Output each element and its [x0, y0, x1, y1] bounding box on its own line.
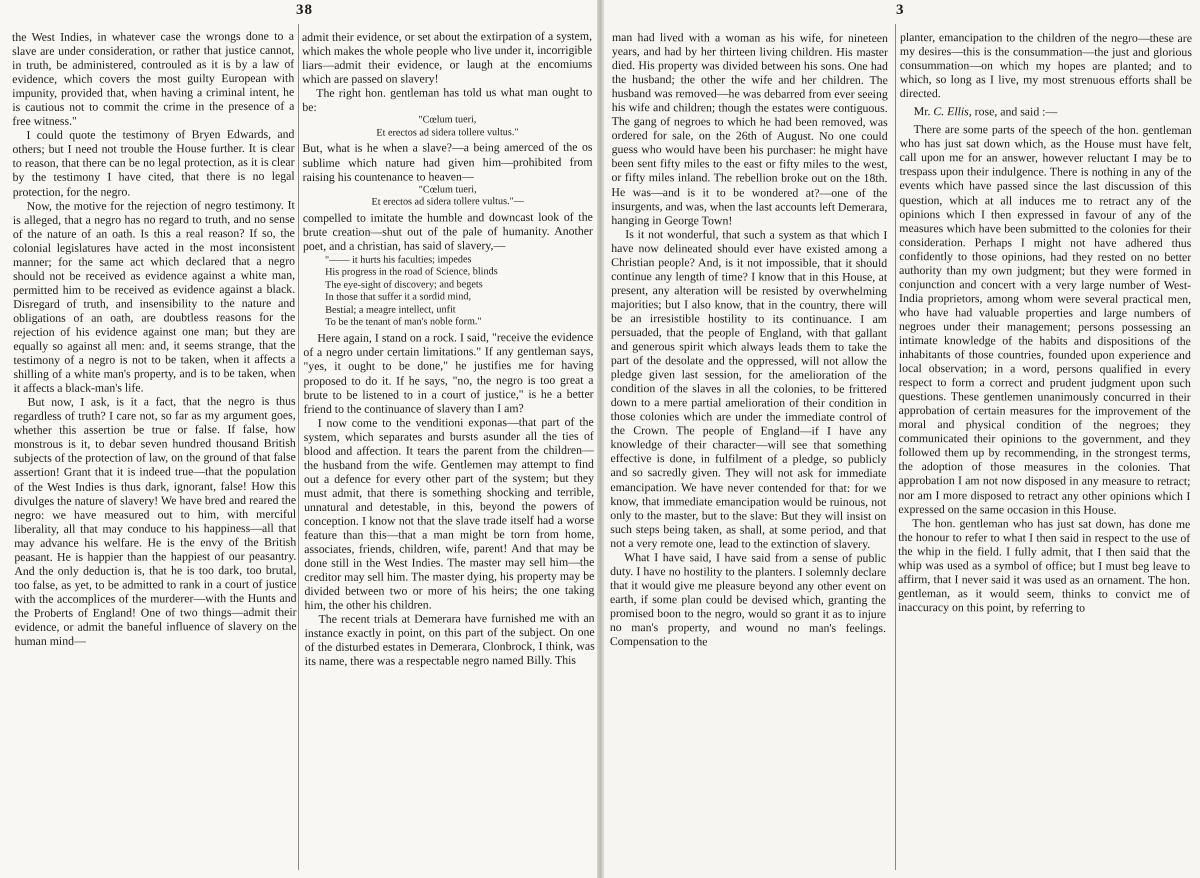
page-number-left: 38: [296, 2, 313, 18]
verse-quote: [303, 254, 593, 330]
quote-line: Et erectos ad sidera tollere vultus."—: [371, 196, 524, 208]
quote-line: "Cœlum tueri,: [418, 183, 477, 196]
latin-quote: [303, 183, 593, 209]
quote-line: Et erectos ad sidera tollere vultus.": [376, 126, 519, 139]
paragraph: The recent trials at Demerara have furnished me with an instance exactly in point, on this part of the subject. On one of the disturbed estates in Demerara, Clonbrock, I think, was its name, there was a respectable negro named Billy. This: [304, 611, 595, 669]
latin-quote: [302, 114, 592, 140]
speaker-name: C. Ellis,: [933, 104, 972, 119]
quote-line: "Cœlum tueri,: [418, 114, 477, 126]
paragraph: I could quote the testimony of Bryen Edwards, and others; but I need not trouble the House further. It is clear to reason, that there can be no legal protection, as it is clear by the testimony I have cited, that there is no legal protection, for the negro.: [12, 127, 295, 199]
paragraph: But, what is he when a slave?—a being amerced of the os sublime which nature had given him—prohibited from raising his countenance to heaven—: [302, 140, 593, 184]
verse-line: To be the tenant of man's noble form.": [325, 316, 482, 328]
paragraph: Here again, I stand on a rock. I said, "receive the evidence of a negro under certain limitations." If any gentleman says, "yes, it ought to be done," he justifies me for having proposed to do it. If he says, "no, the negro is too great a brute to be listened to in a court of justice," is he a better friend to the continuance of slavery than I am?: [303, 330, 594, 416]
left-page: [0, 0, 598, 878]
column-2: [302, 29, 596, 874]
paragraph: The hon. gentleman who has just sat down, has done me the honour to refer to what I then said in respect to the use of the whip in the field. I fully admit, that I then said that the whip was used as a symbol of office; but I must beg leave to affirm, that I never said it was used as an ornament. The hon. gentleman, as it would seem, thinks to convict me of inaccuracy on this point, by referring to: [897, 515, 1191, 615]
verse-line: His progress in the road of Science, blinds: [325, 266, 498, 279]
paragraph: But now, I ask, is it a fact, that the negro is thus regardless of truth? I care not, so far as my argument goes, whether this assertion be true or false. If false, how monstrous is it, to debar seven hundred thousand British subjects of the protection of law, on the ground of that false assertion! Grant that it is indeed true—that the population of the West Indies is thus dark, ignorant, false! How this divulges the nature of slavery! We have bred and reared the negro: we have measured out to him, with merciful liberality, all that may conduce to his happiness—all that may advance his welfare. He is the envy of the British peasant. He is happier than the happiest of our peasantry. And the only deduction is, that he is too dark, too brutal, too false, as yet, to be admitted to rank in a court of justice with the accomplices of the murderer—with the Hunts and the Proberts of England! One of two things—admit their evidence, or admit the baneful influence of slavery on the human mind—: [13, 393, 297, 649]
paragraph: There are some parts of the speech of the hon. gentleman who has just sat down which, as the House must have felt, call upon me for an answer, however reluctant I may be to trespass upon their indulgence. There is nothing in any of the events which have passed since the last discussion of this question, which at all induces me to retract any of the opinions which I then expressed in favour of any of the measures which have been submitted to the colonies for their consideration. Perhaps I might not have adhered thus confidently to those opinions, had they rested on no better authority than my own judgment; but they were formed in conjunction and concert with a very large number of West-India proprietors, among whom were several practical men, who have had valuable properties and large numbers of negroes under their management; persons possessing an intimate knowledge of the habits and dispositions of the inhabitants of those countries, founded upon experience and local observation; in a word, persons qualified in every respect to form a correct and prudent judgment upon such questions. These gentlemen unanimously concurred in their approbation of certain measures for the improvement of the moral and physical condition of the negroes; they communicated their opinions to the government, and they followed them up by recommending, in the strongest terms, the adoption of those measures in the colonies. That approbation I am not now disposed in any measure to retract; nor am I more disposed to retract any other opinions which I expressed on the same occasion in this House.: [898, 122, 1192, 517]
column-3: [609, 30, 888, 875]
paragraph: admit their evidence, or set about the extirpation of a system, which makes the whole people who live under it, incorrigible liars—admit their evidence, or laugh at the encomiums which are passed on slavery!: [302, 28, 593, 87]
speaker-suffix: rose, and said :—: [974, 104, 1058, 119]
speaker-prefix: Mr.: [913, 104, 931, 119]
column-1: [12, 29, 298, 874]
verse-line: Bestial; a meagre intellect, unfit: [325, 303, 456, 316]
paragraph: The right hon. gentleman has told us what man ought to be:: [302, 84, 593, 115]
page-number-right: 3: [896, 2, 905, 18]
speaker-heading: [900, 104, 1192, 119]
paragraph: compelled to imitate the humble and downcast look of the brute creation—shut out of the pale of humanity. Another poet, and a christian, has said of slavery,—: [302, 209, 593, 253]
paragraph: Now, the motive for the rejection of negro testimony. It is alleged, that a negro has no regard to truth, and no sense of the nature of an oath. Is this a real reason? If so, the colonial legislatures have acted in the most inconsistent manner; for the same act which declared that a negro should not be received as evidence against a white man, permitted him to be received as evidence against a black. Disregard of truth, and insensibility to the nature and obligations of an oath, are doubtless reasons for the rejection of his evidence against one man; but they are equally so against all men: and, it seems strange, that the testimony of a negro is not to be taken, when it affects a shilling of a white man's property, and is to be taken, when it affects a black-man's life.: [12, 197, 296, 396]
paragraph: Is it not wonderful, that such a system as that which I have now delineated should ever have existed among a Christian people? And, is it not impossible, that it should continue any length of time? I know that in this House, at present, any alteration will be resisted by overwhelming majorities; but I also know, that in the country, there will be an irresistible hostility to its continuance. I am persuaded, that the people of England, with that gallant and generous spirit which always leads them to take the part of the desolate and the oppressed, will not allow the pledge given last session, for the amelioration of the condition of the slaves in all the colonies, to be frittered down to a mere partial amelioration of their condition in those colonies which are under the immediate control of the Crown. The people of England—if I have any knowledge of their character—will see that something effective is done, in fulfilment of a pledge, so publicly and so sacredly given. They will not ask for immediate emancipation. We have never contended for that: for we know, that immediate emancipation would be ruinous, not only to the master, but to the slave: But they will insist on such steps being taken, as shall, at some period, and that not a very remote one, lead to the extinction of slavery.: [610, 226, 888, 551]
verse-line: The eye-sight of discovery; and begets: [325, 278, 483, 291]
paragraph: What I have said, I have said from a sense of public duty. I have no hostility to the planters. I solemnly declare that it would give me pleasure beyond any other event on earth, if some plan could be devised which, granting the promised boon to the negro, would so grant it as to injure no man's property, and wound no man's feelings. Compensation to the: [609, 549, 887, 649]
column-divider: [298, 24, 299, 870]
column-divider: [895, 24, 896, 870]
paragraph: man had lived with a woman as his wife, for nineteen years, and had by her thirteen living children. His master died. His property was divided between his sons. One had the husband; the other the wife and her children. The husband was removed—he was debarred from ever seeing his wife and children; though the estates were contiguous. The gang of negroes to which he had been removed, was ordered for sale, on the 26th of August. No one could guess who would have been his purchaser: he might have been sent fifty miles to the east or fifty miles to the west, or fifty miles inland. The rebellion broke out on the 18th. He was—and is it to be wondered at?—one of the insurgents, and was, when the last accounts left Demerara, hanging in George Town!: [611, 30, 888, 228]
paragraph: the West Indies, in whatever case the wrongs done to a slave are under consideration, or rather that justice cannot, in truth, be administered, controuled as it is by a law of evidence, which covers the most guilty European with impunity, provided that, when having a criminal intent, he is cautious not to commit the crime in the presence of a free witness.": [12, 28, 295, 129]
verse-line: "—— it hurts his faculties; impedes: [324, 254, 472, 266]
verse-line: In those that suffer it a sordid mind,: [325, 291, 472, 304]
column-4: [897, 30, 1192, 875]
paragraph: planter, emancipation to the children of the negro—these are my desires—this is the consummation—the just and glorious consummation—on which my hopes are planted; and to which, so long as I live, my most strenuous efforts shall be directed.: [899, 30, 1192, 101]
paragraph: I now come to the venditioni exponas—that part of the system, which separates and bursts asunder all the ties of blood and affection. It tears the parent from the children—the husband from the wife. Gentlemen may attempt to find out a defence for every other part of the system; but they must admit, that there is something shocking and terrible, unnatural and detestable, in this, beyond the powers of conception. I know not that the slave trade itself had a worse feature than this—that a man might be torn from home, associates, friends, children, wife, parent! And that may be done still in the West Indies. The master may sell him—the creditor may sell him. The master dying, his property may be divided between two or more of his heirs; the one taking him, the other his children.: [303, 414, 595, 613]
